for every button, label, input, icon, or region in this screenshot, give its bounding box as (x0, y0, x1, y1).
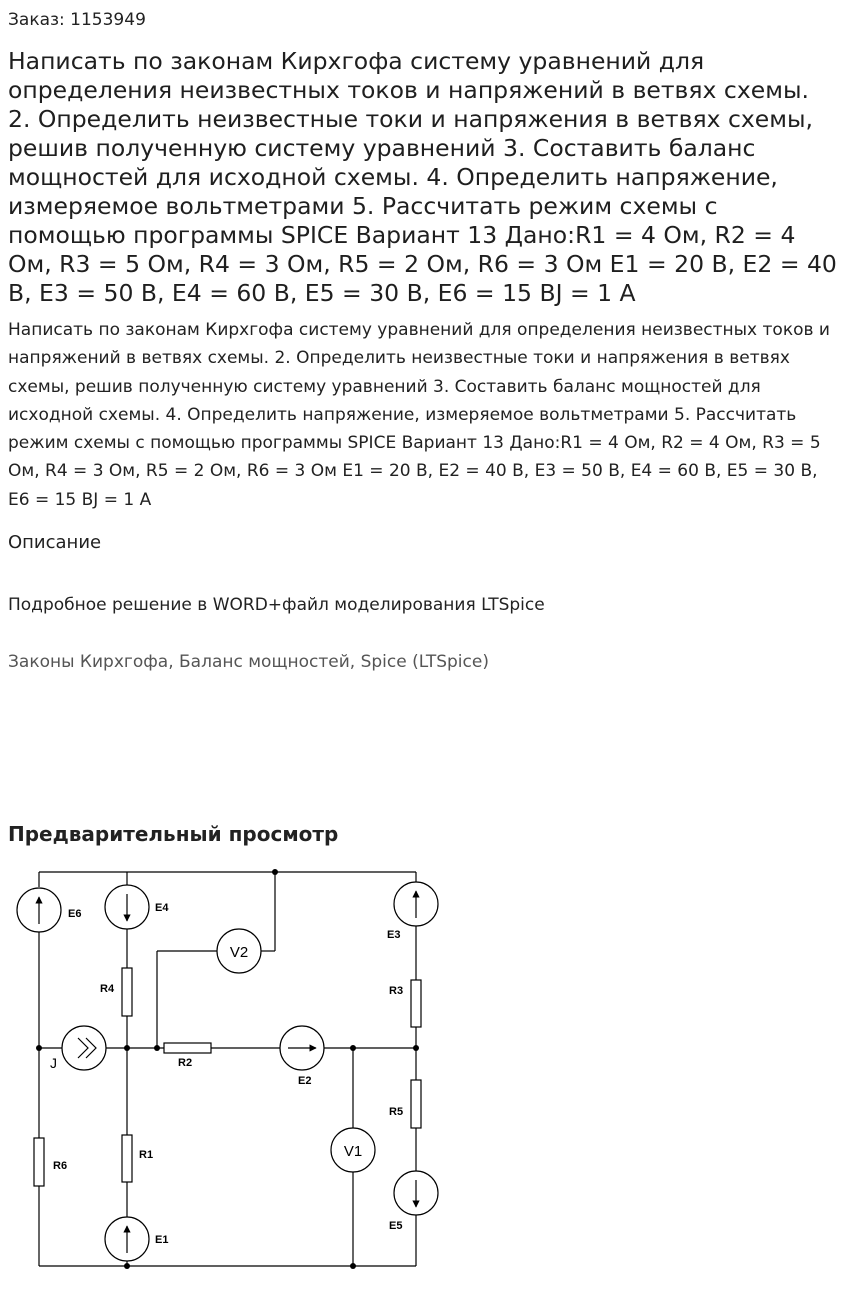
page-title: Написать по законам Кирхгофа систему уравнений для определения неизвестных токов и напряжений в ветвях схемы. 2. Определить неизвестные токи и напряжения в ветвях схемы, решив полученную систему уравнений 3. Составить баланс мощностей для исходной схемы. 4. Определить напряжение, измеряемое вольтметрами 5. Рассчитать режим схемы с помощью программы SPICE Вариант 13 Дано:R1 = 4 Ом, R2 = 4 Ом, R3 = 5 Ом, R4 = 3 Ом, R5 = 2 Ом, R6 = 3 Ом E1 = 20 В, E2 = 40 В, E3 = 50 В, E4 = 60 В, E5 = 30 В, E6 = 15 ВJ = 1 А (8, 47, 837, 307)
tag-separator: , (168, 652, 179, 672)
order-number: Заказ: 1153949 (8, 10, 146, 30)
label-e6: E6 (68, 908, 82, 920)
resistor-r1 (122, 1135, 132, 1182)
label-r4: R4 (100, 983, 115, 995)
label-e2: E2 (298, 1075, 312, 1087)
task-description: Написать по законам Кирхгофа систему уравнений для определения неизвестных токов и напряжений в ветвях схемы. 2. Определить неизвестные токи и напряжения в ветвях схемы, решив полученную систему уравнений 3. Составить баланс мощностей для исходной схемы. 4. Определить напряжение, измеряемое вольтметрами 5. Рассчитать режим схемы с помощью программы SPICE Вариант 13 Дано:R1 = 4 Ом, R2 = 4 Ом, R3 = 5 Ом, R4 = 3 Ом, R5 = 2 Ом, R6 = 3 Ом E1 = 20 В, E2 = 40 В, E3 = 50 В, E4 = 60 В, E5 = 30 В, E6 = 15 ВJ = 1 А (8, 320, 830, 510)
label-r6: R6 (53, 1160, 68, 1172)
solution-description: Подробное решение в WORD+файл моделирования LTSpice (8, 595, 545, 615)
resistor-r2 (164, 1043, 211, 1053)
label-v1: V1 (343, 1143, 363, 1160)
label-e3: E3 (387, 929, 401, 941)
label-r3: R3 (389, 985, 404, 997)
tag-link[interactable]: Spice (LTSpice) (360, 652, 489, 672)
label-e4: E4 (155, 902, 169, 914)
tag-separator: , (349, 652, 361, 672)
label-j: J (50, 1055, 57, 1071)
current-source-j (62, 1026, 106, 1070)
label-r2: R2 (178, 1057, 193, 1069)
label-e5: E5 (389, 1220, 403, 1232)
preview-heading: Предварительный просмотр (8, 822, 339, 846)
tag-list (8, 651, 489, 673)
label-e1: E1 (155, 1234, 169, 1246)
tag-link[interactable]: Законы Кирхгофа (8, 652, 169, 672)
tag-link[interactable]: Баланс мощностей (179, 652, 350, 672)
resistor-r6 (34, 1138, 44, 1186)
circuit-diagram (0, 850, 450, 1280)
resistor-r5 (411, 1080, 421, 1128)
description-heading: Описание (8, 532, 102, 553)
resistor-r3 (411, 980, 421, 1027)
label-v2: V2 (229, 944, 249, 961)
label-r1: R1 (139, 1149, 154, 1161)
resistor-r4 (122, 968, 132, 1016)
circuit-preview-image[interactable] (0, 850, 450, 1280)
label-r5: R5 (389, 1106, 404, 1118)
